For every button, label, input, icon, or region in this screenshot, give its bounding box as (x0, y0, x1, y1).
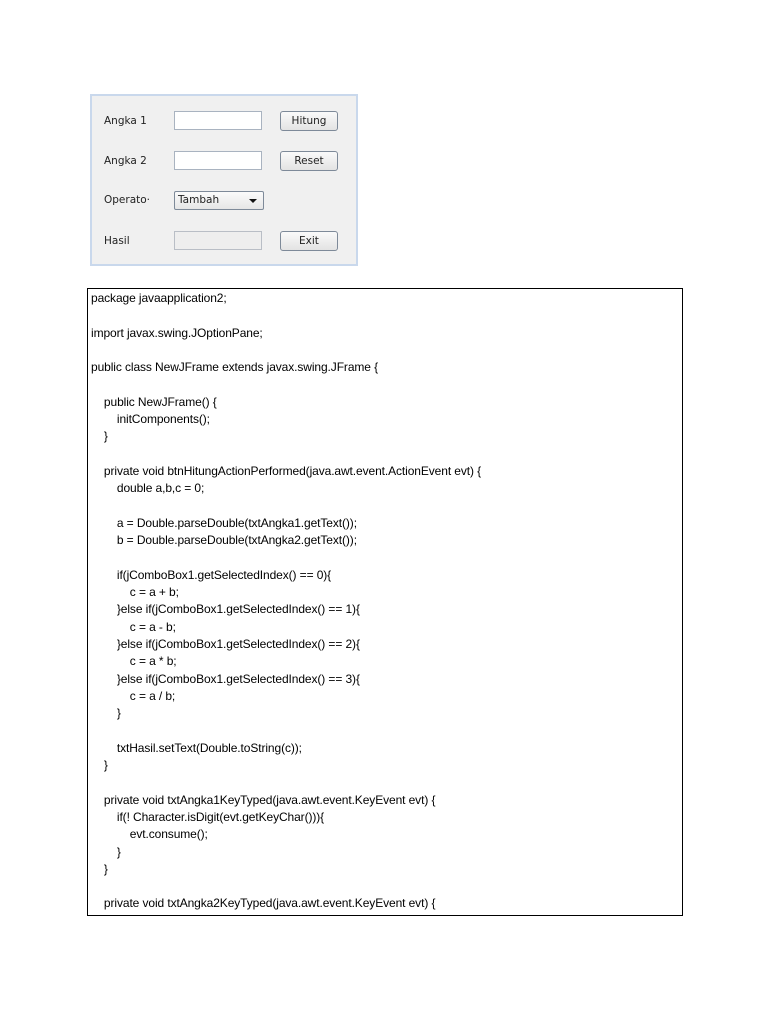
code-line: } (91, 844, 121, 859)
code-line: import javax.swing.JOptionPane; (91, 325, 263, 340)
label-angka-2: Angka 2 (104, 155, 147, 167)
code-line (91, 774, 682, 791)
hitung-button[interactable]: Hitung (280, 111, 338, 131)
code-line: c = a + b; (91, 585, 179, 600)
code-line (91, 446, 682, 463)
operator-selected-value: Tambah (178, 194, 220, 206)
code-line: } (91, 429, 108, 444)
code-line: }else if(jComboBox1.getSelectedIndex() == 1){ (91, 602, 360, 617)
code-line: b = Double.parseDouble(txtAngka2.getText()); (91, 533, 357, 548)
code-line: txtHasil.setText(Double.toString(c)); (91, 740, 302, 755)
label-operator: Operato· (104, 194, 151, 206)
code-line (91, 342, 682, 359)
code-line: }else if(jComboBox1.getSelectedIndex() == 2){ (91, 636, 360, 651)
code-line (91, 307, 682, 324)
angka-1-input[interactable] (174, 111, 262, 130)
code-line: initComponents(); (91, 412, 210, 427)
code-line: } (91, 861, 108, 876)
calculator-form-panel (90, 94, 358, 266)
code-line (91, 722, 682, 739)
code-line: if(! Character.isDigit(evt.getKeyChar())){ (91, 809, 325, 824)
code-lines (91, 290, 682, 913)
code-line: double a,b,c = 0; (91, 481, 205, 496)
code-line: private void txtAngka2KeyTyped(java.awt.event.KeyEvent evt) { (91, 896, 436, 911)
code-line: public NewJFrame() { (91, 394, 217, 409)
operator-combobox[interactable] (174, 191, 264, 210)
code-line: private void txtAngka1KeyTyped(java.awt.event.KeyEvent evt) { (91, 792, 436, 807)
code-line: a = Double.parseDouble(txtAngka1.getText()); (91, 515, 357, 530)
code-line (91, 498, 682, 515)
code-line: public class NewJFrame extends javax.swing.JFrame { (91, 360, 379, 375)
code-line: private void btnHitungActionPerformed(java.awt.event.ActionEvent evt) { (91, 463, 482, 478)
code-line: evt.consume(); (91, 827, 208, 842)
chevron-down-icon (249, 199, 257, 203)
label-angka-1: Angka 1 (104, 115, 147, 127)
code-line: package javaapplication2; (91, 291, 227, 305)
code-line: c = a - b; (91, 619, 176, 634)
code-line (91, 549, 682, 566)
hasil-output (174, 231, 262, 250)
reset-button[interactable]: Reset (280, 151, 338, 171)
angka-2-input[interactable] (174, 151, 262, 170)
exit-button[interactable]: Exit (280, 231, 338, 251)
label-hasil: Hasil (104, 235, 130, 247)
code-line: } (91, 706, 121, 721)
code-line: if(jComboBox1.getSelectedIndex() == 0){ (91, 567, 332, 582)
code-line (91, 878, 682, 895)
code-line: c = a / b; (91, 688, 176, 703)
code-line (91, 376, 682, 393)
code-line: }else if(jComboBox1.getSelectedIndex() == 3){ (91, 671, 360, 686)
code-listing (87, 288, 683, 916)
code-line: } (91, 758, 108, 773)
code-line: c = a * b; (91, 654, 177, 669)
